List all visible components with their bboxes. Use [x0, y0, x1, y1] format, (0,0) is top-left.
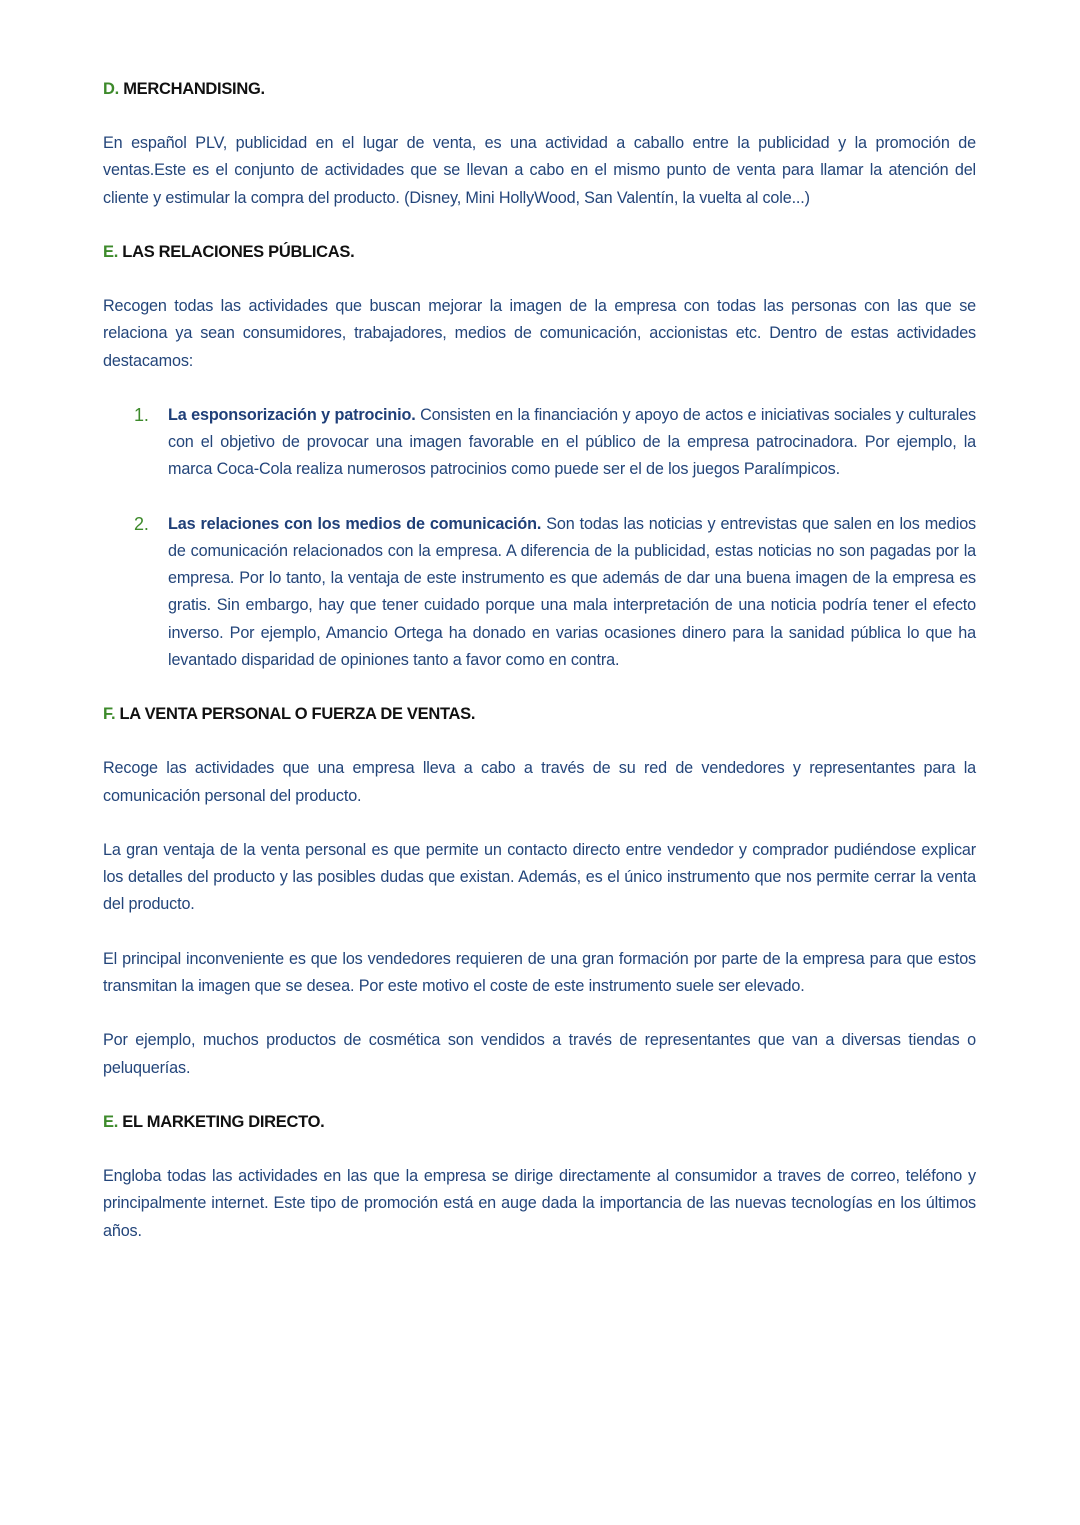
heading-title: LAS RELACIONES PÚBLICAS. — [122, 242, 355, 261]
venta-personal-paragraph-1: Recoge las actividades que una empresa lleva a cabo a través de su red de vendedores y representantes para la comunicación personal del producto. — [103, 759, 976, 805]
marketing-directo-paragraph: Engloba todas las actividades en las que la empresa se dirige directamente al consumidor a traves de correo, teléfono y principalmente internet. Este tipo de promoción está en auge dada la importancia de las nuevas tecnologías en los últimos años. — [103, 1167, 976, 1240]
list-item-text: Consisten en la financiación y apoyo de actos e iniciativas sociales y culturales con el objetivo de provocar una imagen favorable en el público de la empresa patrocinadora. Por ejemplo, la marca Coca-Cola realiza numerosos patrocinios como puede ser el de los juegos Paralímpicos. — [168, 405, 976, 479]
list-item — [103, 511, 976, 674]
heading-title: MERCHANDISING. — [123, 80, 265, 98]
merchandising-paragraph: En español PLV, publicidad en el lugar de venta, es una actividad a caballo entre la publicidad y la promoción de ventas.Este es el conjunto de actividades que se llevan a cabo en el mismo punto de venta para llamar la atención del cliente y estimular la compra del producto. (Disney, Mini HollyWood, San Valentín, la vuelta al cole...) — [103, 134, 976, 207]
heading-title: EL MARKETING DIRECTO. — [122, 1112, 325, 1131]
venta-personal-paragraph-3: El principal inconveniente es que los vendedores requieren de una gran formación por parte de la empresa para que estos transmitan la imagen que se desea. Por este motivo el coste de este instrumento suele ser elevado. — [103, 949, 976, 995]
relaciones-publicas-paragraph: Recogen todas las actividades que buscan mejorar la imagen de la empresa con todas las personas con las que se relaciona ya sean consumidores, trabajadores, medios de comunicación, accionistas etc. Dentro de estas actividades destacamos: — [103, 297, 976, 370]
heading-letter: F. — [103, 705, 116, 724]
venta-personal-paragraph-4: Por ejemplo, muchos productos de cosmética son vendidos a través de representantes que van a diversas tiendas o peluquerías. — [103, 1031, 976, 1077]
heading-venta-personal — [103, 701, 976, 728]
list-item-lead: Las relaciones con los medios de comunicación. — [168, 514, 542, 533]
heading-merchandising — [103, 76, 976, 103]
heading-relaciones-publicas — [103, 239, 976, 266]
heading-title: LA VENTA PERSONAL O FUERZA DE VENTAS. — [119, 705, 476, 724]
document-page — [103, 76, 976, 1245]
list-item-text: Son todas las noticias y entrevistas que salen en los medios de comunicación relacionados con la empresa. A diferencia de la publicidad, estas noticias no son pagadas por la empresa. Por lo tanto, la ventaja de este instrumento es que además de dar una buena imagen de la empresa es gratis. Sin embargo, hay que tener cuidado porque una mala interpretación de una noticia podría tener el efecto inverso. Por ejemplo, Amancio Ortega ha donado en varias ocasiones dinero para la sanidad pública lo que ha levantado disparidad de opiniones tanto a favor como en contra. — [168, 514, 976, 669]
list-number: 1. — [134, 404, 149, 425]
heading-letter: D. — [103, 80, 119, 98]
venta-personal-paragraph-2: La gran ventaja de la venta personal es que permite un contacto directo entre vendedor y comprador pudiéndose explicar los detalles del producto y las posibles dudas que existan. Además, es el único instrumento que nos permite cerrar la venta del producto. — [103, 840, 976, 914]
heading-marketing-directo — [103, 1109, 976, 1136]
heading-letter: E. — [103, 1112, 118, 1131]
list-item-lead: La esponsorización y patrocinio. — [168, 405, 416, 424]
list-item — [103, 402, 976, 484]
list-number: 2. — [134, 513, 149, 534]
heading-letter: E. — [103, 242, 118, 261]
